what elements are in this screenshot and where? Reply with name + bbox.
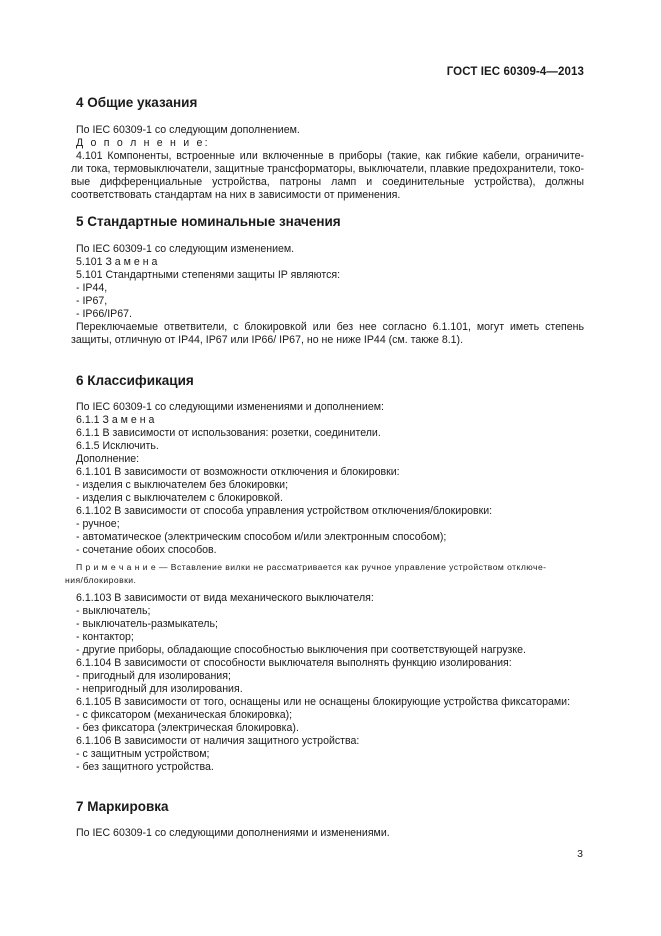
text-line: 6.1.103 В зависимости от вида механического выключателя: — [76, 592, 374, 604]
section-5-title: 5 Стандартные номинальные значения — [76, 214, 341, 229]
section-7-body — [76, 827, 584, 840]
text-line: соответствовать стандартам на них в зависимости от применения. — [71, 189, 401, 201]
text-line: 6.1.5 Исключить. — [76, 440, 159, 452]
list-item: - с защитным устройством; — [76, 748, 210, 760]
text-line: 5.101 З а м е н а — [76, 256, 158, 268]
text-line: 5.101 Стандартными степенями защиты IP являются: — [76, 269, 341, 281]
text-line: вые дифференциальные устройства, патроны ламп и соединительные устройства), должны — [71, 176, 584, 188]
text-line: 6.1.102 В зависимости от способа управления устройством отключения/блокировки: — [76, 505, 493, 517]
text-line: По IEC 60309-1 со следующими изменениями и дополнением: — [76, 401, 384, 413]
list-item: - изделия с выключателем с блокировкой. — [76, 492, 283, 504]
list-item: - IP44, — [76, 282, 108, 294]
list-item: - изделия с выключателем без блокировки; — [76, 479, 289, 491]
list-item: - без защитного устройства. — [76, 761, 214, 773]
page-number: 3 — [577, 848, 583, 860]
text-line: 6.1.104 В зависимости от способности выключателя выполнять функцию изолирования: — [76, 657, 512, 669]
text-line: 6.1.106 В зависимости от наличия защитного устройства: — [76, 735, 360, 747]
list-item: - без фиксатора (электрическая блокировка). — [76, 722, 299, 734]
section-4-title: 4 Общие указания — [76, 95, 198, 110]
list-item: - с фиксатором (механическая блокировка); — [76, 709, 293, 721]
section-7-title: 7 Маркировка — [76, 799, 169, 814]
text-line: ли тока, термовыключатели, защитные трансформаторы, выключатели, плавкие предохранители, токо- — [71, 163, 584, 175]
list-item: - непригодный для изолирования. — [76, 683, 243, 695]
section-6-body-a — [76, 401, 584, 557]
section-4-body — [71, 124, 584, 202]
list-item: - другие приборы, обладающие способностью выключения при соответствующей нагрузке. — [76, 644, 526, 656]
section-6-title: 6 Классификация — [76, 373, 194, 388]
note-line: ния/блокировки. — [65, 574, 137, 585]
list-item: - IP66/IP67. — [76, 308, 132, 320]
list-item: - пригодный для изолирования; — [76, 670, 231, 682]
list-item: - выключатель; — [76, 605, 151, 617]
text-line: защиты, отличную от IP44, IP67 или IP66/ IP67, но не ниже IP44 (см. также 8.1). — [71, 334, 464, 346]
text-line: 6.1.1 З а м е н а — [76, 414, 155, 426]
list-item: - ручное; — [76, 518, 120, 530]
section-6-note — [65, 561, 584, 586]
text-line: 6.1.101 В зависимости от возможности отключения и блокировки: — [76, 466, 400, 478]
text-line: 6.1.1 В зависимости от использования: розетки, соединители. — [76, 427, 381, 439]
text-line: По IEC 60309-1 со следующим изменением. — [76, 243, 295, 255]
text-line: Дополнение: — [76, 453, 140, 465]
note-line: П р и м е ч а н и е — Вставление вилки не рассматривается как ручное управление устройством отключе- — [76, 562, 547, 572]
list-item: - контактор; — [76, 631, 134, 643]
list-item: - IP67, — [76, 295, 108, 307]
text-line: Д о п о л н е н и е: — [76, 137, 210, 149]
list-item: - выключатель-размыкатель; — [76, 618, 218, 630]
section-5-body — [71, 243, 584, 347]
list-item: - автоматическое (электрическим способом и/или электронным способом); — [76, 531, 447, 543]
section-6-body-b — [76, 592, 584, 774]
text-line: Переключаемые ответвители, с блокировкой или без нее согласно 6.1.101, могут иметь степень — [76, 321, 584, 333]
text-line: 6.1.105 В зависимости от того, оснащены или не оснащены блокирующие устройства фиксаторами: — [76, 696, 571, 708]
text-line: 4.101 Компоненты, встроенные или включенные в приборы (такие, как гибкие кабели, ограничите- — [76, 150, 584, 162]
text-line: По IEC 60309-1 со следующими дополнениями и изменениями. — [76, 827, 390, 839]
page-header: ГОСТ IEC 60309-4—2013 — [446, 66, 584, 78]
text-line: По IEC 60309-1 со следующим дополнением. — [76, 124, 300, 136]
list-item: - сочетание обоих способов. — [76, 544, 217, 556]
